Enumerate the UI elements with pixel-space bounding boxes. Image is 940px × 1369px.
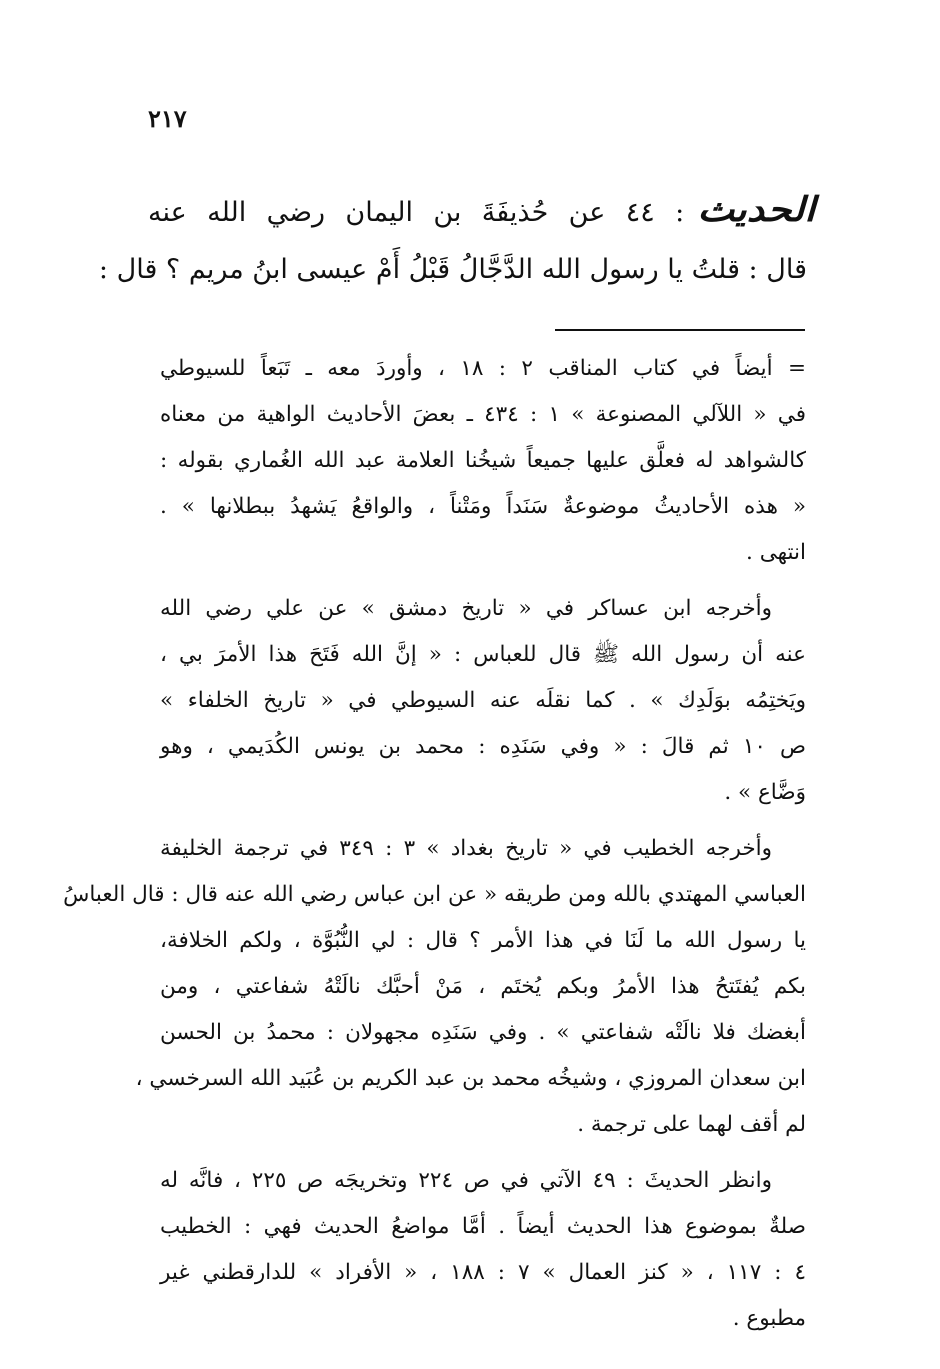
footnote-divider [555, 329, 805, 331]
hadith-heading-line-1 [148, 182, 815, 241]
footnote-paragraph-4 [160, 1158, 806, 1342]
footnote-paragraph-2 [160, 586, 806, 816]
text-line: ويَختِمُه بوَلَدِك » . كما نقلَه عنه السيوطي في « تاريخ الخلفاء » [160, 688, 806, 713]
text-line: وانظر الحديثَ : ٤٩ الآتي في ص ٢٢٤ وتخريجَه ص ٢٢٥ ، فانَّه له [160, 1168, 773, 1193]
footnote-paragraph-1 [160, 346, 806, 576]
text-line: عنه أن رسول الله ﷺ قال للعباس : « إنَّ الله فَتَحَ هذا الأمرَ بي ، [160, 642, 806, 667]
text-line: وَضَّاع » . [724, 780, 806, 805]
text-line: وأخرجه ابن عساكر في « تاريخ دمشق » عن علي رضي الله [160, 596, 772, 621]
text-line: وأخرجه الخطيب في « تاريخ بغداد » ٣ : ٣٤٩ في ترجمة الخليفة [160, 836, 772, 861]
text-line: ابن سعدان المروزي ، وشيخُه محمد بن عبد الكريم بن عُبَيد الله السرخسي ، [135, 1066, 806, 1091]
text-line: العباسي المهتدي بالله ومن طريقه « عن ابن عباس رضي الله عنه قال : قال العباسُ [63, 882, 806, 907]
text-line: = أيضاً في كتاب المناقب ٢ : ١٨ ، وأوردَ معه ـ تَبَعاً للسيوطي [160, 356, 806, 381]
text-line: أبغضك فلا نالَتْه شفاعتي » . وفي سَنَدِه مجهولان : محمدُ بن الحسن [160, 1020, 806, 1045]
hadith-title-word: الحديث [696, 190, 815, 230]
hadith-heading-text: : ٤٤ عن حُذيفَةَ بن اليمان رضي الله عنه [148, 197, 685, 228]
footnotes [63, 346, 806, 1352]
text-line: ٤ : ١١٧ ، « كنز العمال » ٧ : ١٨٨ ، « الأفراد » للدارقطني غير [160, 1260, 806, 1285]
hadith-heading-line-2: قال : قلتُ يا رسول الله الدَّجَّالُ قَبْلُ أَمْ عيسى ابنُ مريم ؟ قال : [98, 254, 807, 285]
text-line: مطبوع . [732, 1306, 806, 1331]
page-number: ٢١٧ [148, 104, 187, 133]
text-line: ص ١٠ ثم قالَ : « وفي سَنَدِه : محمد بن يونس الكُدَيمي ، وهو [160, 734, 806, 759]
text-line: صلةٌ بموضوع هذا الحديث أيضاً . أمَّا مواضعُ الحديث فهي : الخطيب [160, 1214, 806, 1239]
text-line: « هذه الأحاديثُ موضوعةٌ سَنَداً ومَتْناً ، والواقعُ يَشهدُ ببطلانها » . [160, 494, 806, 519]
footnote-paragraph-3 [63, 826, 806, 1148]
text-line: في « اللآلي المصنوعة » ١ : ٤٣٤ ـ بعضَ الأحاديث الواهية من معناه [160, 402, 806, 427]
text-line: كالشواهد له فعلَّق عليها جميعاً شيخُنا العلامة عبد الله الغُماري بقوله : [160, 448, 806, 473]
text-line: بكم يُفتَتحُ هذا الأمرُ وبكم يُختَم ، مَنْ أحبَّك نالَتْهُ شفاعتي ، ومن [160, 974, 806, 999]
text-line: انتهى . [746, 540, 806, 565]
text-line: يا رسول الله ما لَنَا في هذا الأمر ؟ قال : لي النُّبُوَّة ، ولكم الخلافة، [160, 928, 806, 953]
text-line: لم أقف لهما على ترجمة . [577, 1112, 806, 1137]
